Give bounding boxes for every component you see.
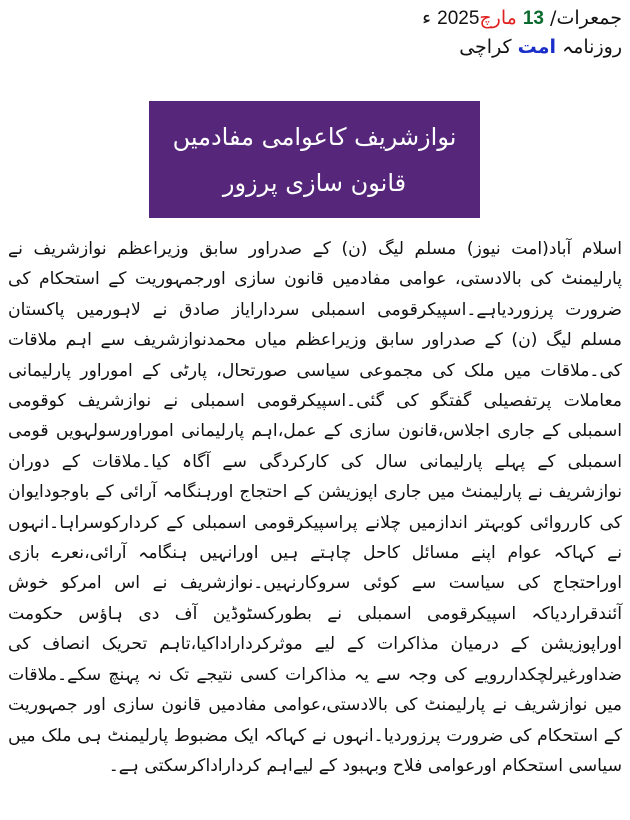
year: 2025 (437, 8, 480, 29)
headline-line-2: قانون سازی پرزور (222, 168, 407, 197)
headline-box (149, 101, 480, 218)
day-name: جمعرات (556, 7, 622, 29)
newspaper-name (362, 33, 622, 61)
paper-city: کراچی (459, 36, 512, 58)
date-number: 13 (522, 8, 544, 29)
paper-prefix: روزنامہ (562, 36, 622, 58)
month-name: مارچ (479, 7, 517, 29)
date-separator: / (550, 7, 557, 29)
article-paragraph: اسلام آباد(امت نیوز) مسلم لیگ (ن) کے صدراور سابق وزیراعظم نوازشریف نے پارلیمنٹ کی بالادستی، عوامی مفادمیں قانون سازی اورجمہوریت کے استحکام کی ضرورت پرزوردیاہے۔اسپیکرقومی اسمبلی سردارایاز صادق نے لاہورمیں پاکستان مسلم لیگ (ن) کے صدراور سابق وزیراعظم میاں محمدنوازشریف سے اہم ملاقات کی۔ملاقات میں ملک کی مجموعی سیاسی صورتحال، پارٹی کے اموراور پارلیمانی معاملات پرتفصیلی گفتگو کی گئی۔اسپیکرقومی اسمبلی نے نوازشریف کوقومی اسمبلی کے جاری اجلاس،قانون سازی کے عمل،اہم پارلیمانی اموراورسولہویں قومی اسمبلی کے پہلے پارلیمانی سال کی کارکردگی سے آگاہ کیا۔ملاقات کے دوران نوازشریف نے پارلیمنٹ میں جاری اپوزیشن کے احتجاج اورہنگامہ آرائی کے باوجودایوان کی کارروائی کوبہتر اندازمیں چلانے پراسپیکرقومی اسمبلی کے کردارکوسراہا۔انہوں نے کہاکہ عوام اپنے مسائل کاحل چاہتے ہیں اورانہیں ہنگامہ آرائی،نعرے بازی اوراحتجاج کی سیاست سے کوئی سروکارنہیں۔نوازشریف نے اس امرکو خوش آئندقراردیاکہ اسپیکرقومی اسمبلی نے بطورکسٹوڈین آف دی ہاؤس حکومت اوراپوزیشن کے درمیان مذاکرات کے لیے موثرکرداراداکیا،تاہم تحریک انصاف کی ضداورغیرلچکداررویے کی وجہ سے یہ مذاکرات کسی نتیجے تک نہ پہنچ سکے۔ملاقات میں نوازشریف نے پارلیمنٹ کی بالادستی،عوامی مفادمیں قانون سازی اور جمہوریت کے استحکام کی ضرورت پرزوردیا۔انہوں نے کہاکہ ایک مضبوط پارلیمنٹ ہی ملک میں سیاسی استحکام اورعوامی فلاح وبہبود کے لیےاہم کرداراداکرسکتی ہے۔ (8, 239, 622, 776)
article-body (8, 234, 622, 781)
masthead (362, 4, 622, 61)
date-line (362, 4, 622, 33)
year-suffix: ء (422, 7, 432, 29)
paper-brand-logo: امت (517, 36, 557, 58)
headline-line-1: نوازشریف کاعوامی مفادمیں (172, 122, 457, 151)
